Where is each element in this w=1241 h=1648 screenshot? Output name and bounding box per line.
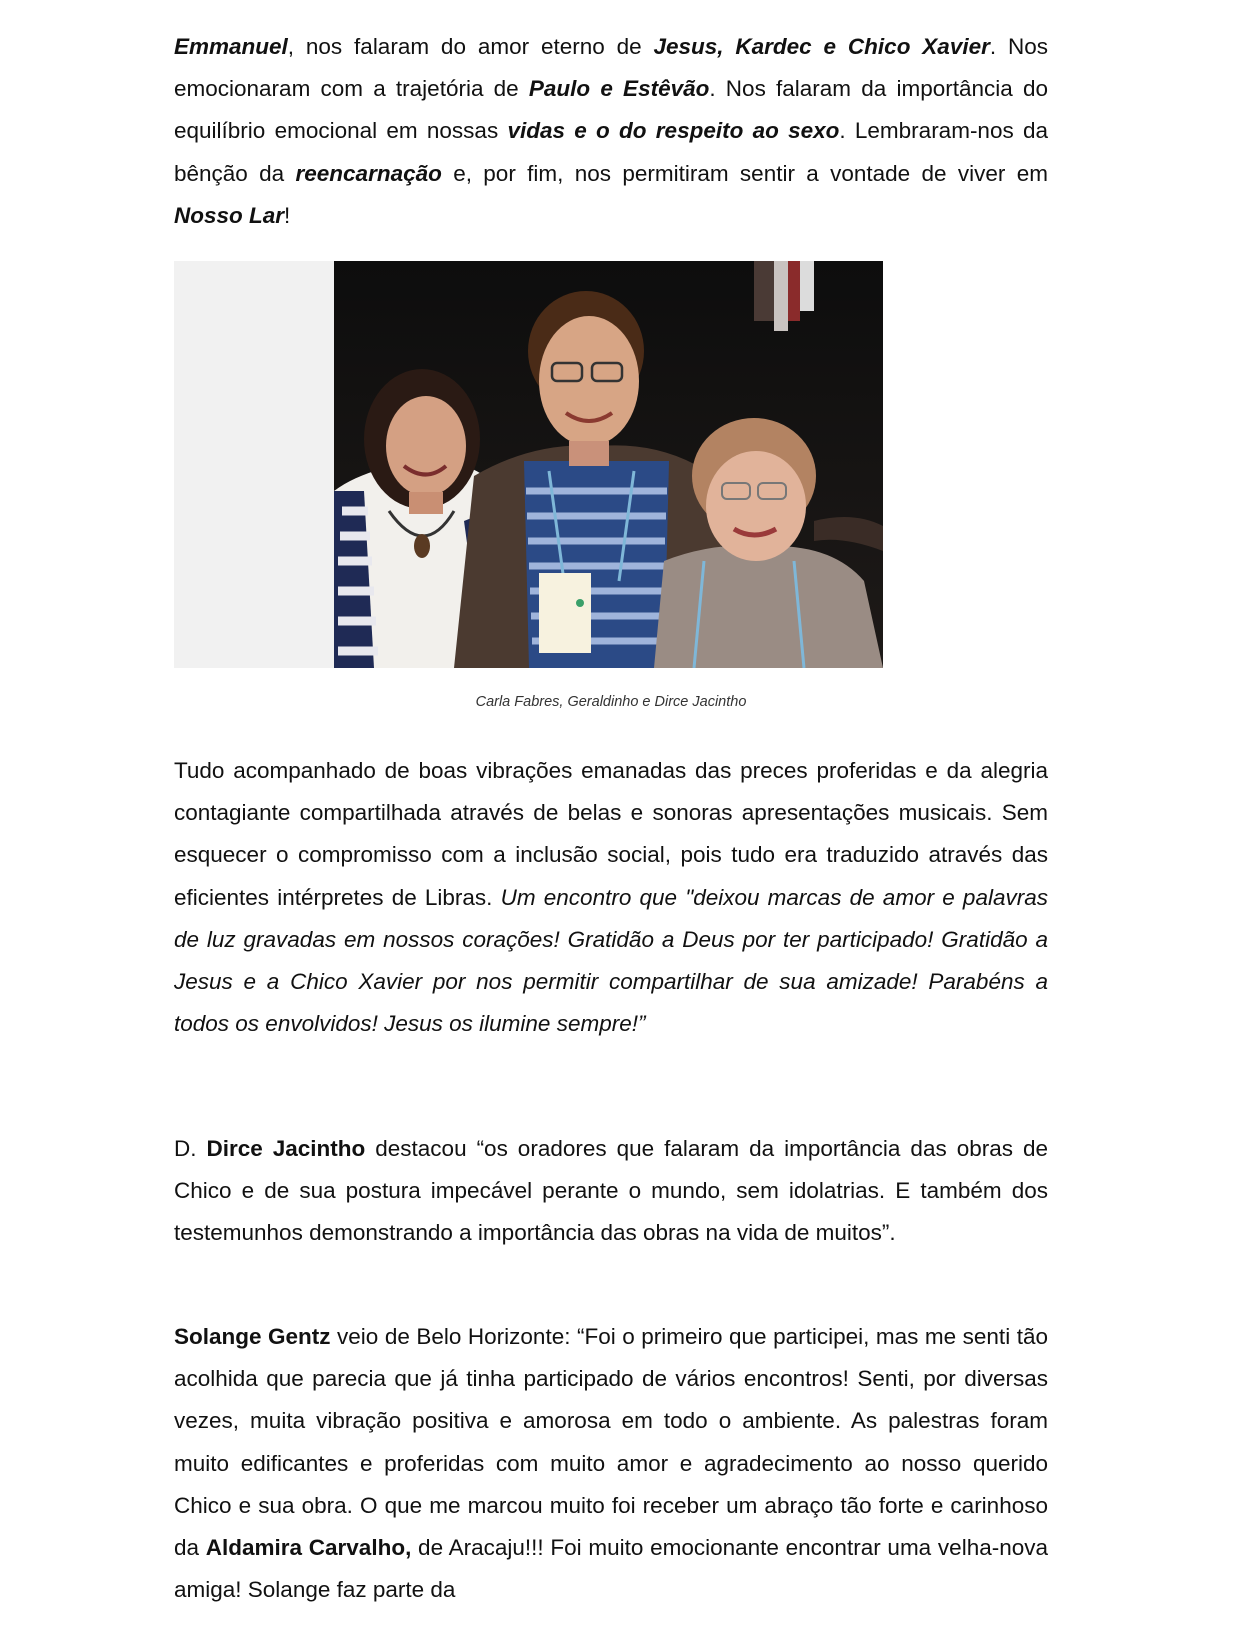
photo-caption: Carla Fabres, Geraldinho e Dirce Jacintho xyxy=(475,694,747,710)
text-run: veio de Belo Horizonte: “Foi o primeiro que participei, mas me senti tão acolhida que parecia que já tinha participado de vários encontros! Senti, por diversas vezes, muita vibração positiva e amorosa em todo o ambiente. As palestras foram muito edificantes e proferidas com muito amor e agradecimento ao nosso querido Chico e sua obra. O que me marcou muito foi receber um abraço tão forte e carinhoso da xyxy=(174,1324,1048,1561)
paragraph-vibrations xyxy=(174,750,1048,1045)
emphasis-nosso-lar: Nosso Lar xyxy=(174,202,285,228)
person-name: Dirce Jacintho xyxy=(206,1136,366,1161)
text-run: . Lembraram-nos da bênção da xyxy=(174,118,1048,186)
text-run: , nos falaram do amor eterno de xyxy=(287,34,654,59)
text-run: D. xyxy=(174,1136,207,1161)
emphasis-emmanuel: Emmanuel xyxy=(174,34,288,59)
text-run: de Aracaju!!! Foi muito emocionante encontrar uma velha-nova amiga! Solange faz parte da xyxy=(174,1535,1048,1603)
person-name: Solange Gentz xyxy=(174,1324,331,1349)
person-name: Aldamira Carvalho, xyxy=(205,1535,412,1561)
photo-figure xyxy=(174,261,883,668)
text-run: . Nos emocionaram com a trajetória de xyxy=(174,34,1048,102)
emphasis-paulo-estevao: Paulo e Estêvão xyxy=(528,76,710,102)
text-run: ! xyxy=(284,202,291,228)
text-run: . Nos falaram da importância do equilíbrio emocional em nossas xyxy=(174,76,1048,144)
emphasis-jesus-kardec-chico: Jesus, Kardec e Chico Xavier xyxy=(653,34,990,59)
paragraph-solange xyxy=(174,1316,1048,1611)
emphasis-reencarnacao: reencarnação xyxy=(295,160,442,186)
group-photo xyxy=(334,261,883,668)
text-run: e, por fim, nos permitiram sentir a vontade de viver em xyxy=(441,160,1048,186)
photo-illustration xyxy=(334,261,883,668)
text-run: Tudo acompanhado de boas vibrações emanadas das preces proferidas e da alegria contagiante compartilhada através de belas e sonoras apresentações musicais. Sem esquecer o compromisso com a inclusão social, pois tudo era traduzido através das eficientes intérpretes de Libras. xyxy=(174,758,1048,910)
paragraph-dirce xyxy=(174,1128,1048,1255)
paragraph-speakers xyxy=(174,26,1048,237)
quote-text: Um encontro que "deixou marcas de amor e palavras de luz gravadas em nossos corações! Gratidão a Deus por ter participado! Gratidão a Jesus e a Chico Xavier por nos permitir compartilhar de sua amizade! Parabéns a todos os envolvidos! Jesus os ilumine sempre!” xyxy=(174,884,1048,1037)
text-run: destacou “os oradores que falaram da importância das obras de Chico e de sua postura impecável perante o mundo, sem idolatrias. E também dos testemunhos demonstrando a importância das obras na vida de muitos”. xyxy=(174,1136,1048,1246)
emphasis-vidas-respeito: vidas e o do respeito ao sexo xyxy=(507,118,840,144)
